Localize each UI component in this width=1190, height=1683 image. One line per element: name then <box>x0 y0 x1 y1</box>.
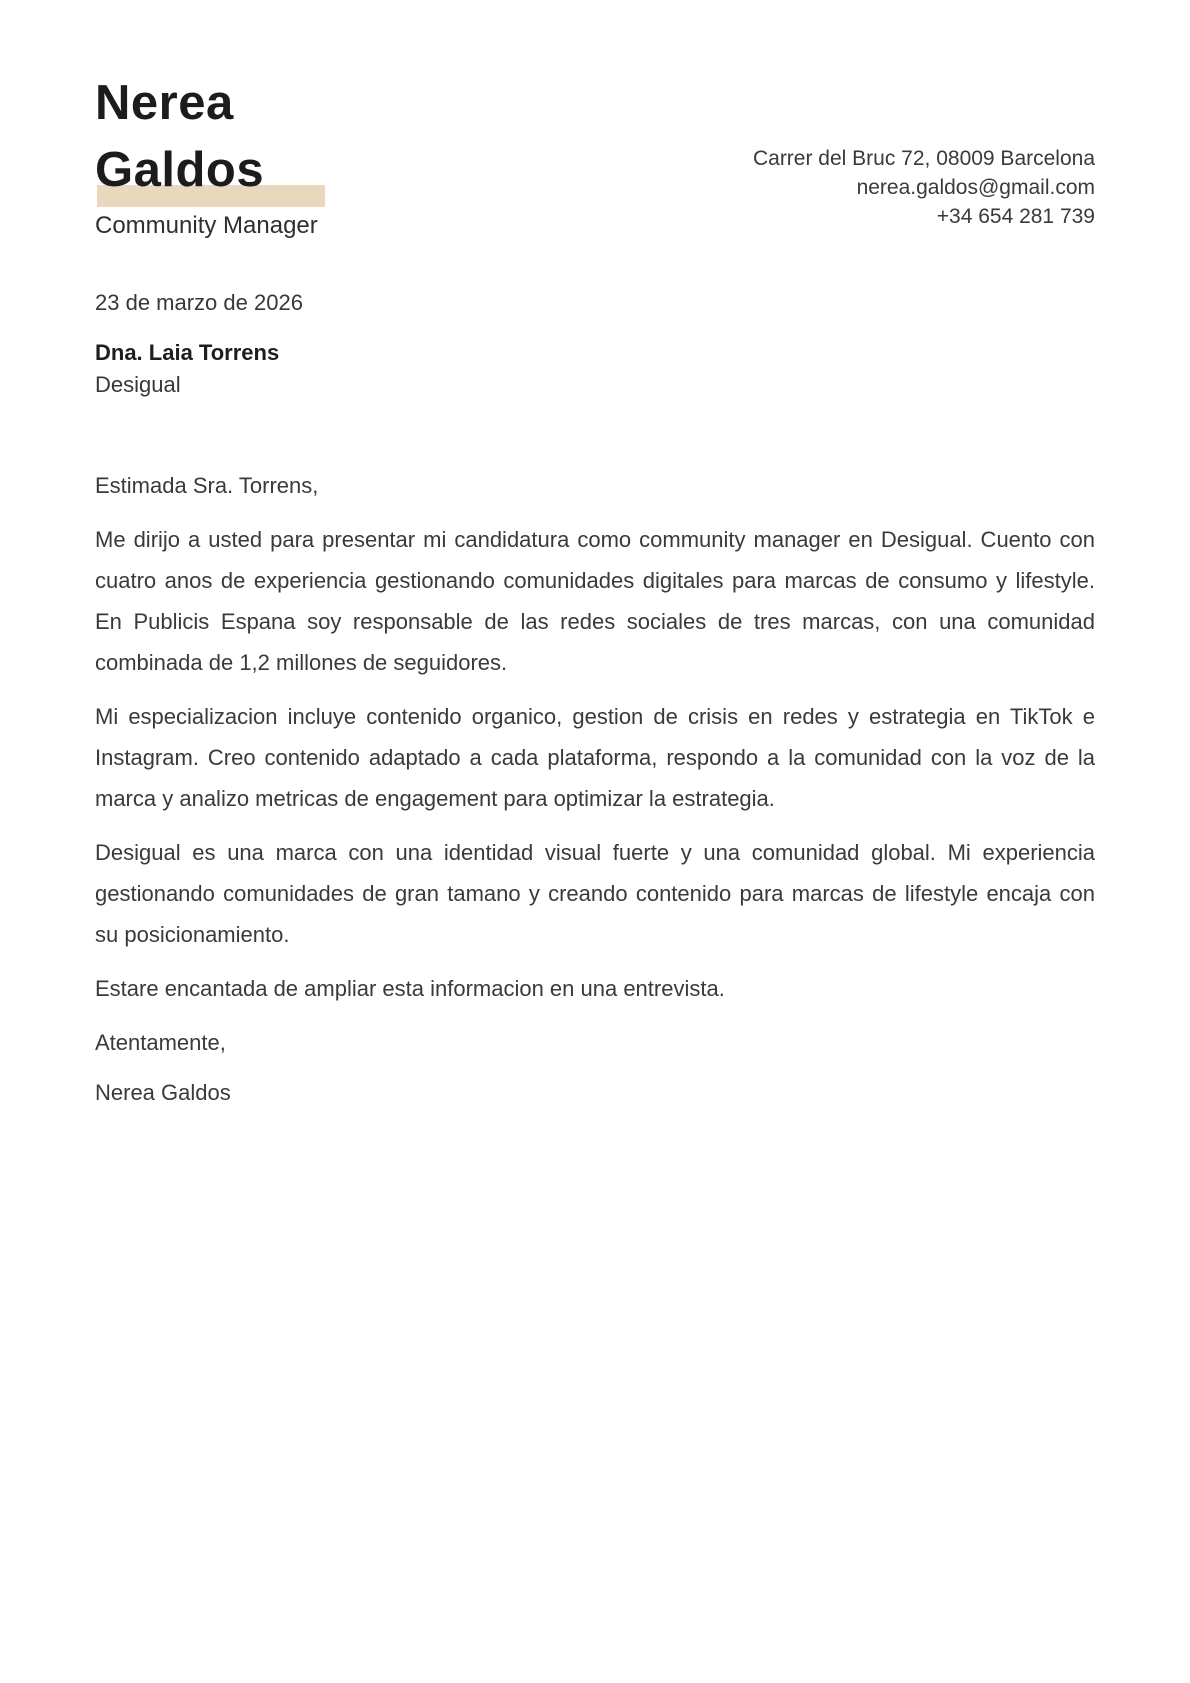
contact-phone: +34 654 281 739 <box>936 205 1095 228</box>
applicant-last-name-wrap <box>95 137 264 204</box>
applicant-name <box>95 70 318 204</box>
paragraph-2: Mi especializacion incluye contenido organico, gestion de crisis en redes y estrategia en TikTok e Instagram. Creo contenido adaptado a cada plataforma, respondo a la comunidad con la voz de la marca y analizo metricas de engagement para optimizar la estrategia. <box>95 704 1095 811</box>
paragraph-1: Me dirijo a usted para presentar mi candidatura como community manager en Desigual. Cuento con cuatro anos de experiencia gestionando comunidades digitales para marcas de consumo y lifestyle. En Publicis Espana soy responsable de las redes sociales de tres marcas, con una comunidad combinada de 1,2 millones de seguidores. <box>95 527 1095 675</box>
recipient-block <box>95 337 1095 401</box>
letter-paragraphs <box>95 465 1095 1113</box>
letter-header <box>95 70 1095 242</box>
recipient-name: Dna. Laia Torrens <box>95 340 280 365</box>
contact-email: nerea.galdos@gmail.com <box>856 176 1095 199</box>
letter-date: 23 de marzo de 2026 <box>95 290 303 315</box>
signature: Nerea Galdos <box>95 1080 231 1105</box>
salutation: Estimada Sra. Torrens, <box>95 473 319 498</box>
contact-address: Carrer del Bruc 72, 08009 Barcelona <box>752 147 1095 170</box>
paragraph-3: Desigual es una marca con una identidad visual fuerte y una comunidad global. Mi experiencia gestionando comunidades de gran tamano y creando contenido para marcas de lifestyle encaja con su posicionamiento. <box>95 840 1095 947</box>
closing: Atentamente, <box>95 1030 226 1055</box>
paragraph-4: Estare encantada de ampliar esta informacion en una entrevista. <box>95 976 725 1001</box>
contact-block <box>753 144 1095 231</box>
name-block <box>95 70 318 242</box>
applicant-last-name: Galdos <box>95 143 265 197</box>
job-title: Community Manager <box>95 212 318 239</box>
letter-body <box>95 288 1095 1113</box>
recipient-company: Desigual <box>95 372 181 397</box>
applicant-first-name: Nerea <box>95 76 234 130</box>
